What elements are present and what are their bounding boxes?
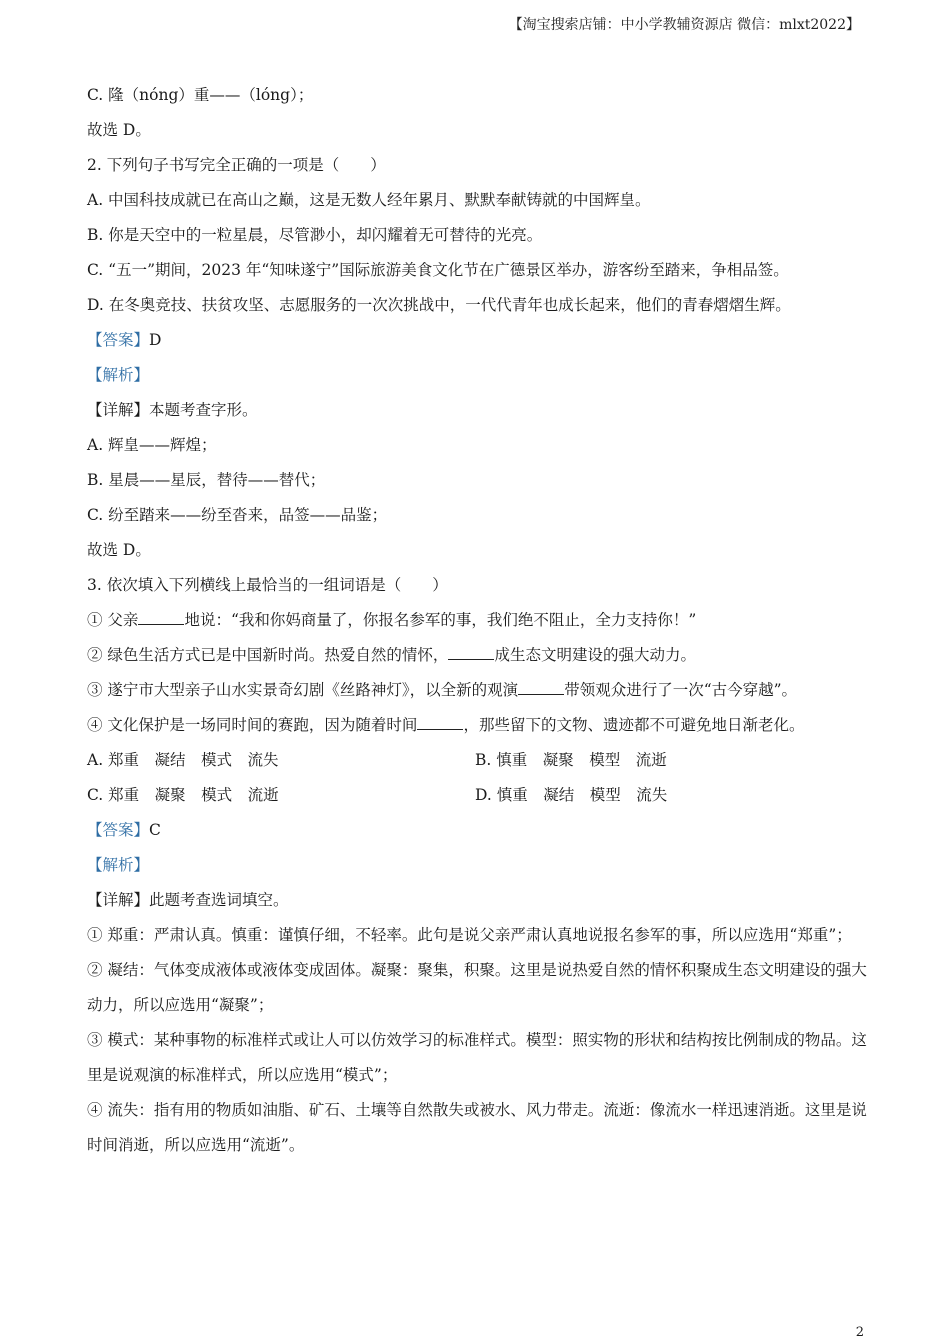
q2-answer-line	[87, 323, 872, 358]
q3-explanation-2: ② 凝结：气体变成液体或液体变成固体。凝聚：聚集，积聚。这里是说热爱自然的情怀积聚成生态文明建设的强大动力，所以应选用“凝聚”；	[87, 961, 867, 1014]
q2-detail: 【详解】本题考查字形。	[87, 401, 258, 419]
q2-correction-c: C. 纷至踏来——纷至沓来，品签——品鉴；	[87, 506, 388, 524]
q2-conclusion: 故选 D。	[87, 541, 151, 559]
q3-answer-line	[87, 813, 872, 848]
fill-blank	[518, 680, 564, 695]
q3-option-c: C. 郑重 凝聚 模式 流逝	[87, 786, 279, 804]
q1-conclusion: 故选 D。	[87, 121, 151, 139]
q3-stem: 3. 依次填入下列横线上最恰当的一组词语是（ ）	[87, 576, 448, 594]
q3-option-b: B. 慎重 凝聚 模型 流逝	[475, 751, 667, 769]
q3-analysis-tag: 【解析】	[87, 856, 150, 874]
q2-option-c: C. “五一”期间，2023 年“知味遂宁”国际旅游美食文化节在广德景区举办，游客纷至踏来，争相品签。	[87, 261, 789, 279]
q3-detail: 【详解】此题考查选词填空。	[87, 891, 289, 909]
fill-blank	[138, 610, 184, 625]
q2-correction-b: B. 星晨——星辰，替待——替代；	[87, 471, 326, 489]
page-header: 【淘宝搜索店铺：中小学教辅资源店 微信：mlxt2022】	[508, 17, 860, 33]
q3-blank-3: ③ 遂宁市大型亲子山水实景奇幻剧《丝路神灯》，以全新的观演 带领观众进行了一次“古今穿越”。	[87, 681, 798, 699]
q2-option-a: A. 中国科技成就已在高山之巅，这是无数人经年累月、默默奉献铸就的中国辉皇。	[87, 191, 651, 209]
q3-blank-2: ② 绿色生活方式已是中国新时尚。热爱自然的情怀， 成生态文明建设的强大动力。	[87, 646, 696, 664]
q2-correction-a: A. 辉皇——辉煌；	[87, 436, 217, 454]
q3-options-row-1	[87, 743, 872, 778]
fill-blank	[417, 715, 463, 730]
q2-option-d: D. 在冬奥竞技、扶贫攻坚、志愿服务的一次次挑战中，一代代青年也成长起来，他们的青春熠熠生辉。	[87, 296, 791, 314]
page-number: 2	[855, 1325, 864, 1340]
fill-blank	[448, 645, 494, 660]
q3-options-row-2	[87, 778, 872, 813]
answer-tag: 【答案】	[87, 821, 150, 839]
answer-tag: 【答案】	[87, 331, 150, 349]
q3-answer: C	[149, 821, 161, 839]
q1-option-c: C. 隆（nóng）重——（lóng）；	[87, 86, 314, 104]
q3-blank-1: ① 父亲 地说：“我和你妈商量了，你报名参军的事，我们绝不阻止，全力支持你！”	[87, 611, 697, 629]
q2-option-b: B. 你是天空中的一粒星晨，尽管渺小，却闪耀着无可替待的光亮。	[87, 226, 543, 244]
q2-stem: 2. 下列句子书写完全正确的一项是（ ）	[87, 156, 386, 174]
q2-answer: D	[149, 331, 162, 349]
q3-option-d: D. 慎重 凝结 模型 流失	[475, 786, 668, 804]
q3-option-a: A. 郑重 凝结 模式 流失	[87, 751, 279, 769]
q3-explanation-3: ③ 模式：某种事物的标准样式或让人可以仿效学习的标准样式。模型：照实物的形状和结构按比例制成的物品。这里是说观演的标准样式，所以应选用“模式”；	[87, 1031, 867, 1084]
q2-analysis-tag: 【解析】	[87, 366, 150, 384]
q3-explanation-4: ④ 流失：指有用的物质如油脂、矿石、土壤等自然散失或被水、风力带走。流逝：像流水一样迅速消逝。这里是说时间消逝，所以应选用“流逝”。	[87, 1101, 867, 1154]
q3-explanation-1: ① 郑重：严肃认真。慎重：谨慎仔细，不轻率。此句是说父亲严肃认真地说报名参军的事，所以应选用“郑重”；	[87, 926, 852, 944]
q3-blank-4: ④ 文化保护是一场同时间的赛跑，因为随着时间 ，那些留下的文物、遗迹都不可避免地日渐老化。	[87, 716, 805, 734]
document-body	[87, 78, 872, 1163]
